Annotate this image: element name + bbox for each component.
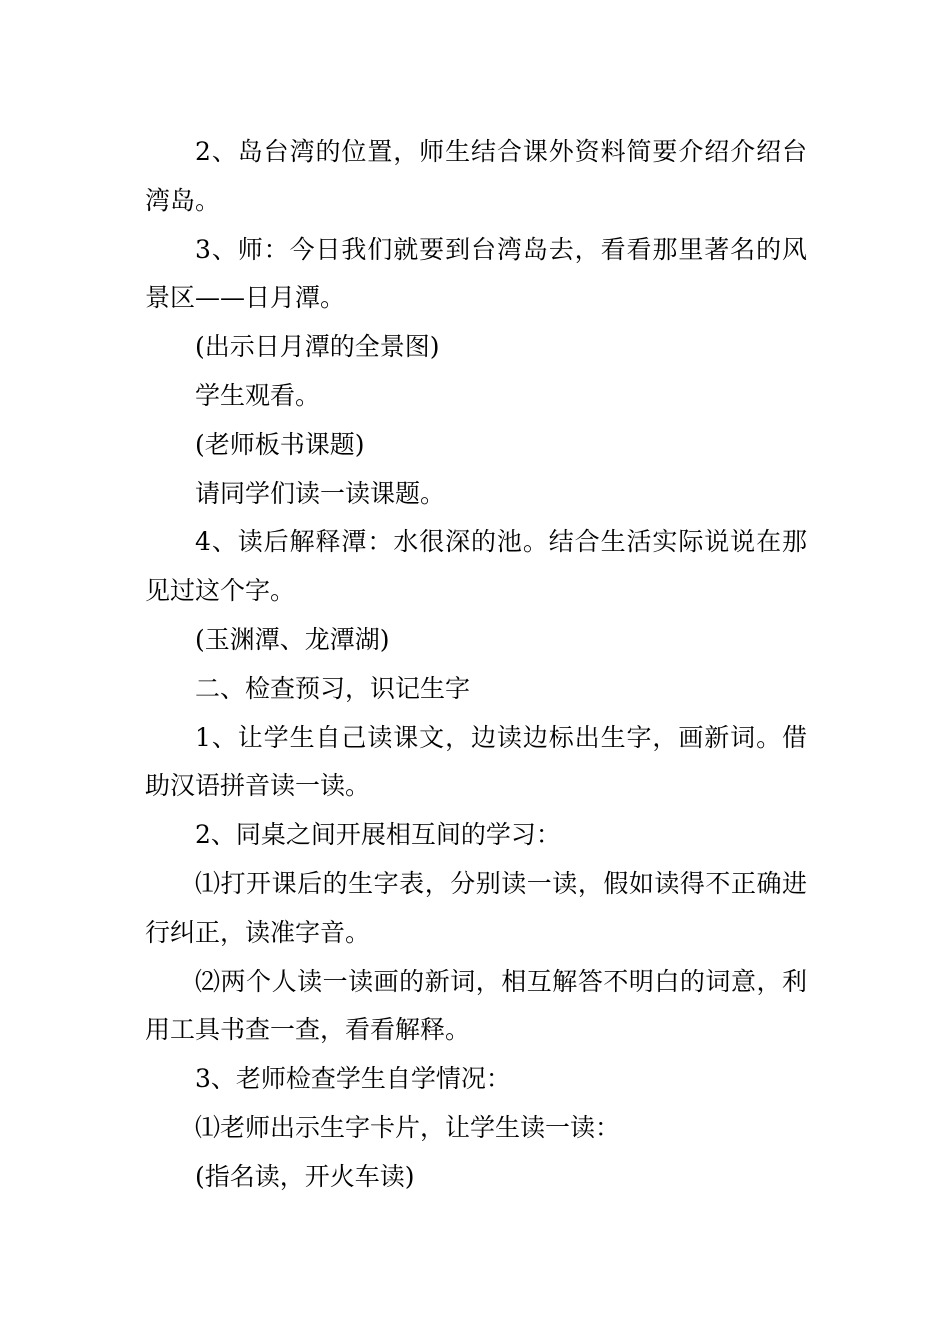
paragraph-new-words: ⑵两个人读一读画的新词，相互解答不明白的词意，利用工具书查一查，看看解释。 bbox=[145, 966, 807, 1045]
paragraph-explain-tan: 4、读后解释潭：水很深的池。结合生活实际说说在那见过这个字。 bbox=[145, 527, 807, 606]
document-body bbox=[145, 128, 807, 1202]
paragraph-students-watch: 学生观看。 bbox=[195, 380, 321, 410]
section-heading-check-preview: 二、检查预习，识记生字 bbox=[195, 673, 471, 703]
paragraph-reading-modes: (指名读，开火车读) bbox=[195, 1161, 415, 1191]
paragraph-teacher-check: 3、老师检查学生自学情况： bbox=[195, 1064, 511, 1094]
paragraph-teacher-intro: 3、师：今日我们就要到台湾岛去，看看那里著名的风景区——日月潭。 bbox=[145, 234, 807, 313]
paragraph-examples: (玉渊潭、龙潭湖) bbox=[195, 624, 390, 654]
paragraph-word-cards: ⑴老师出示生字卡片，让学生读一读： bbox=[195, 1112, 621, 1142]
paragraph-taiwan-location: 2、岛台湾的位置，师生结合课外资料简要介绍介绍台湾岛。 bbox=[145, 137, 807, 215]
paragraph-self-read: 1、让学生自己读课文，边读边标出生字，画新词。借助汉语拼音读一读。 bbox=[145, 722, 807, 801]
paragraph-desk-mates: 2、同桌之间开展相互间的学习： bbox=[195, 820, 561, 850]
paragraph-read-title: 请同学们读一读课题。 bbox=[195, 478, 446, 508]
paragraph-vocab-table: ⑴打开课后的生字表，分别读一读，假如读得不正确进行纠正，读准字音。 bbox=[145, 868, 807, 947]
paragraph-show-panorama: (出示日月潭的全景图) bbox=[195, 332, 440, 362]
paragraph-blackboard-title: (老师板书课题) bbox=[195, 429, 365, 459]
